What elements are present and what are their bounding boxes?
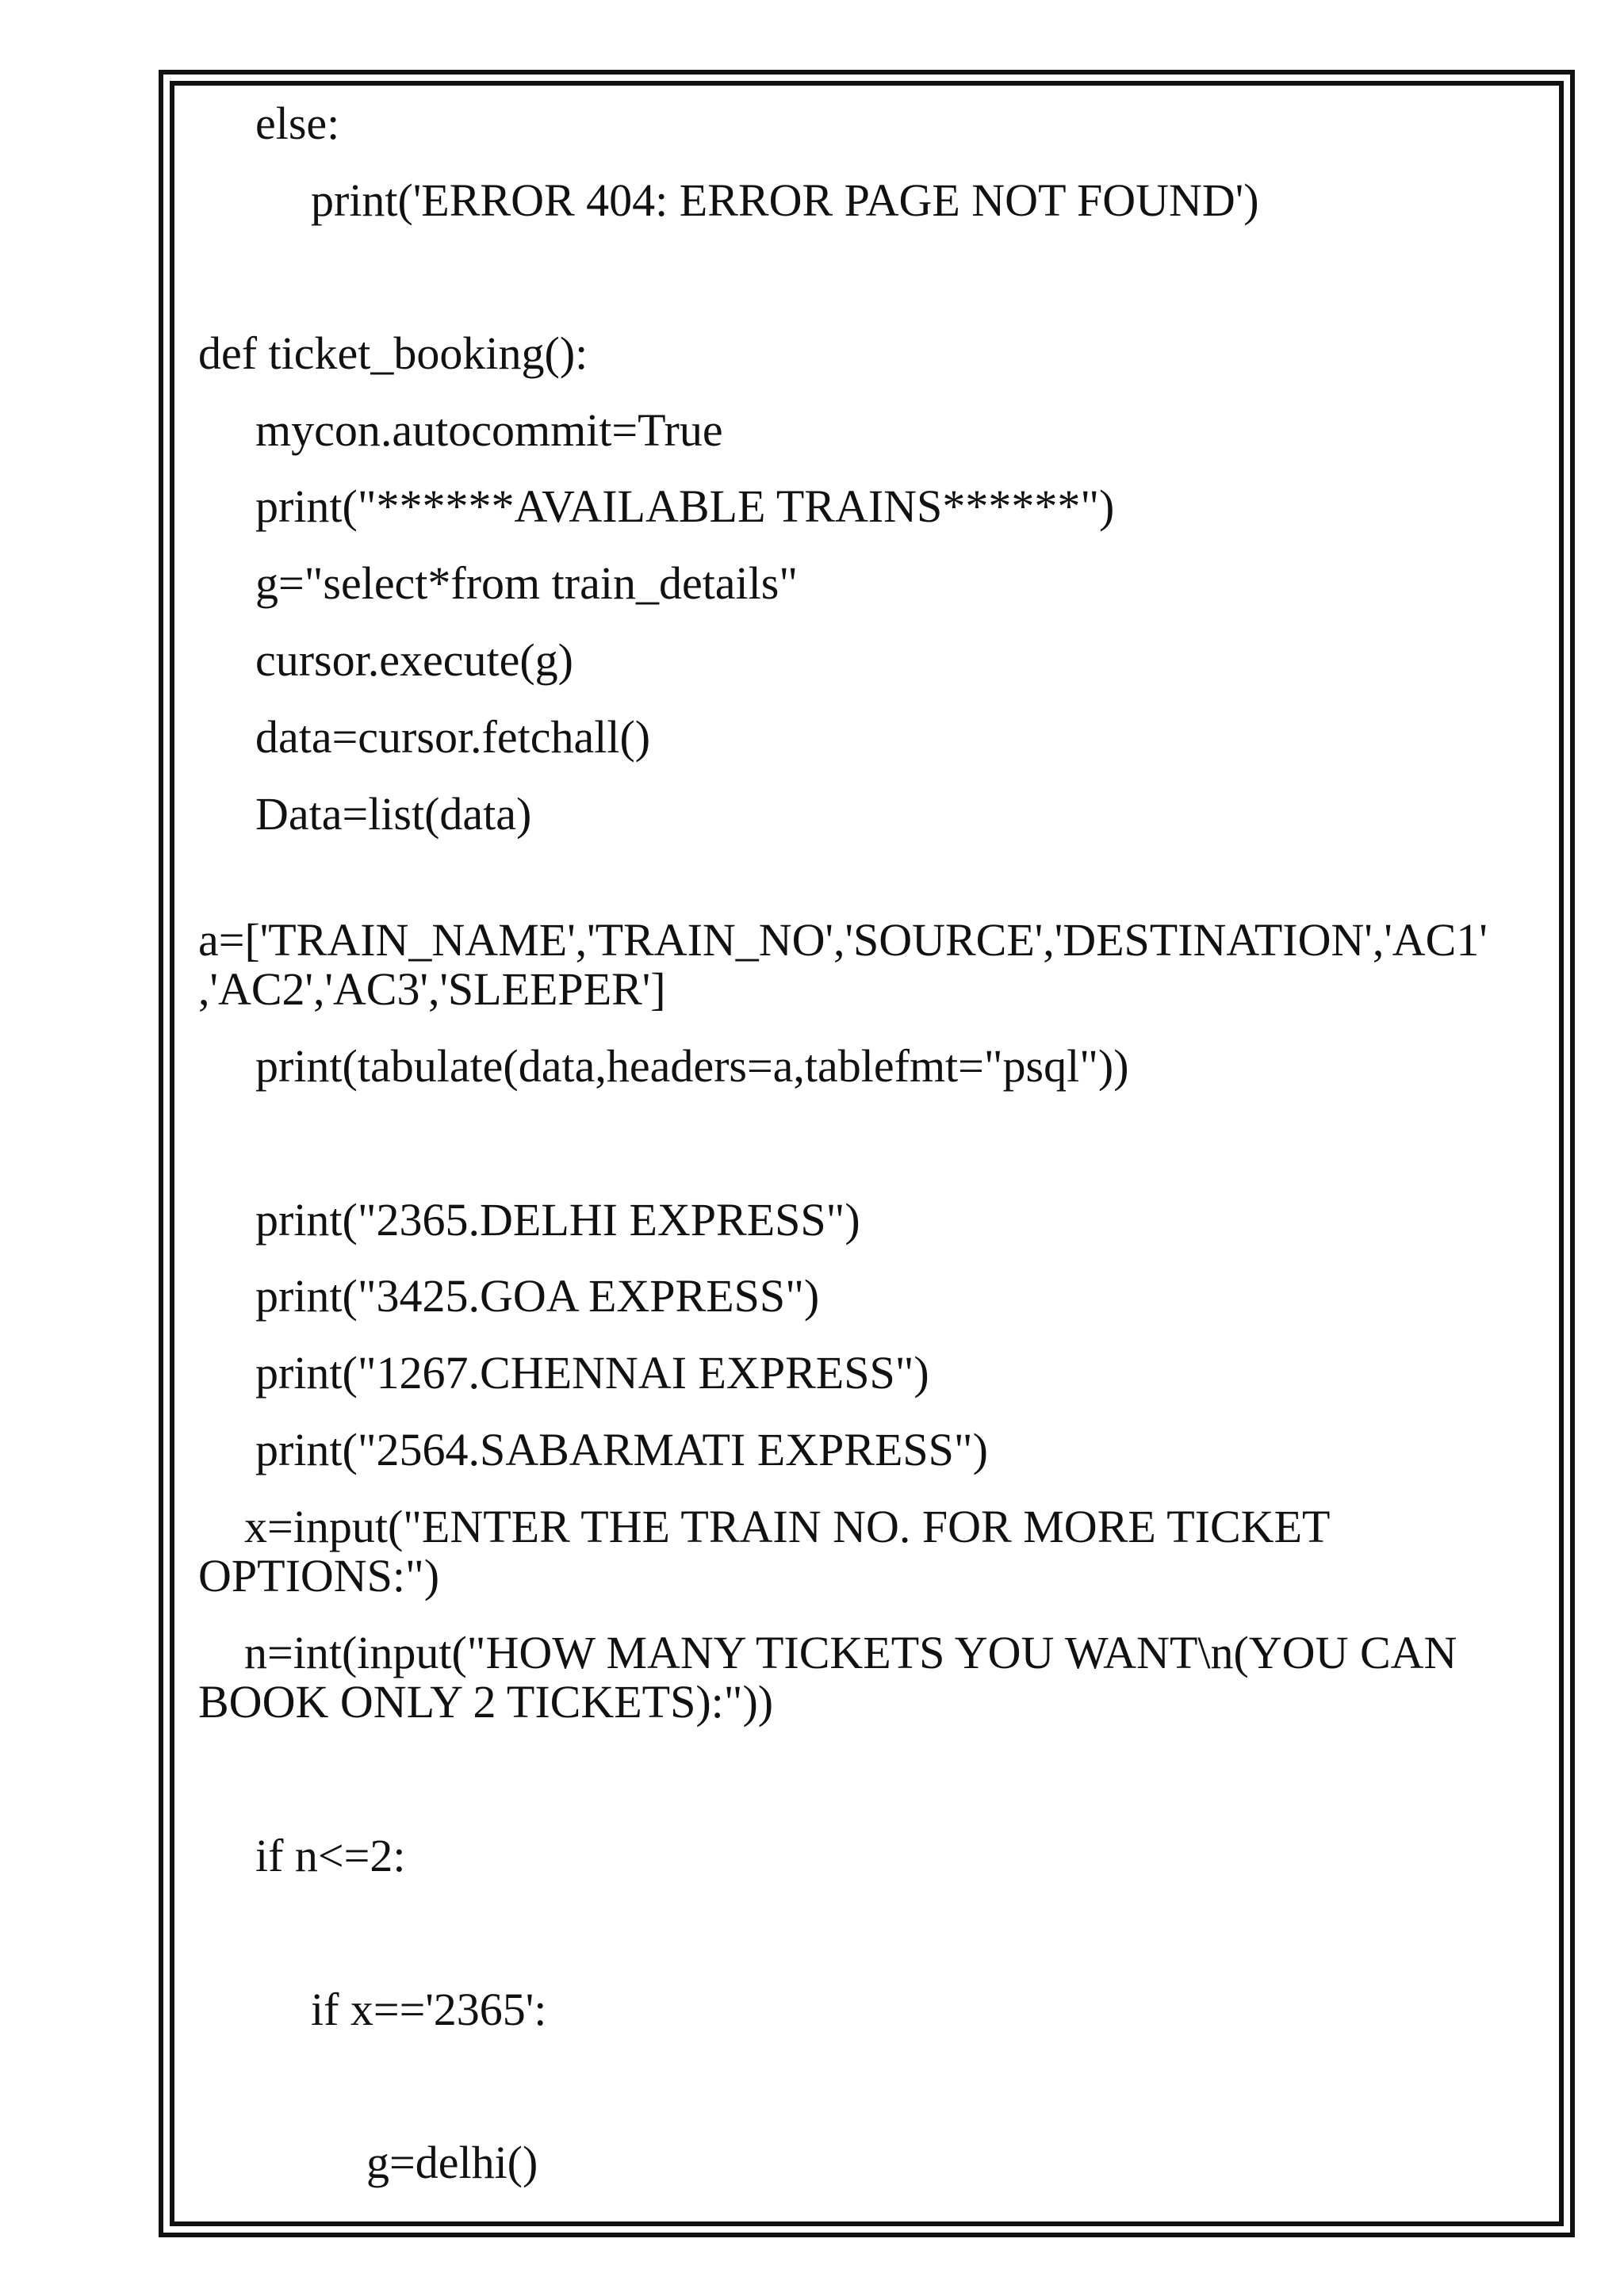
code-line-else: else: <box>255 98 340 149</box>
code-line-if-x: if x=='2365': <box>311 1984 547 2035</box>
page-border <box>159 70 1575 2237</box>
code-line-print-chennai: print("1267.CHENNAI EXPRESS") <box>255 1347 929 1399</box>
code-line-delhi-call: g=delhi() <box>366 2137 538 2188</box>
code-line-print-error: print('ERROR 404: ERROR PAGE NOT FOUND') <box>311 174 1259 226</box>
code-line-cursor-execute: cursor.execute(g) <box>255 634 573 686</box>
code-line-fetchall: data=cursor.fetchall() <box>255 711 651 763</box>
code-line-print-sabarmati: print("2564.SABARMATI EXPRESS") <box>255 1424 988 1475</box>
code-line-print-tabulate: print(tabulate(data,headers=a,tablefmt="psql")) <box>255 1040 1129 1092</box>
code-line-if-n: if n<=2: <box>255 1830 406 1881</box>
code-line-def-ticket-booking: def ticket_booking(): <box>198 327 588 379</box>
page-border-inner <box>170 81 1564 2226</box>
code-line-print-delhi: print("2365.DELHI EXPRESS") <box>255 1194 860 1246</box>
code-line-print-available-trains: print("******AVAILABLE TRAINS******") <box>255 480 1115 532</box>
code-line-data-list: Data=list(data) <box>255 788 532 840</box>
code-line-print-goa: print("3425.GOA EXPRESS") <box>255 1270 820 1322</box>
code-line-headers-list: a=['TRAIN_NAME','TRAIN_NO','SOURCE','DESTINATION','AC1' ,'AC2','AC3','SLEEPER'] <box>198 914 1488 1015</box>
code-line-input-train-no: x=input("ENTER THE TRAIN NO. FOR MORE TICKET OPTIONS:") <box>198 1501 1331 1601</box>
code-line-input-tickets: n=int(input("HOW MANY TICKETS YOU WANT\n(YOU CAN BOOK ONLY 2 TICKETS):")) <box>198 1627 1457 1728</box>
code-line-select-query: g="select*from train_details" <box>255 557 799 609</box>
code-line-autocommit: mycon.autocommit=True <box>255 404 723 456</box>
